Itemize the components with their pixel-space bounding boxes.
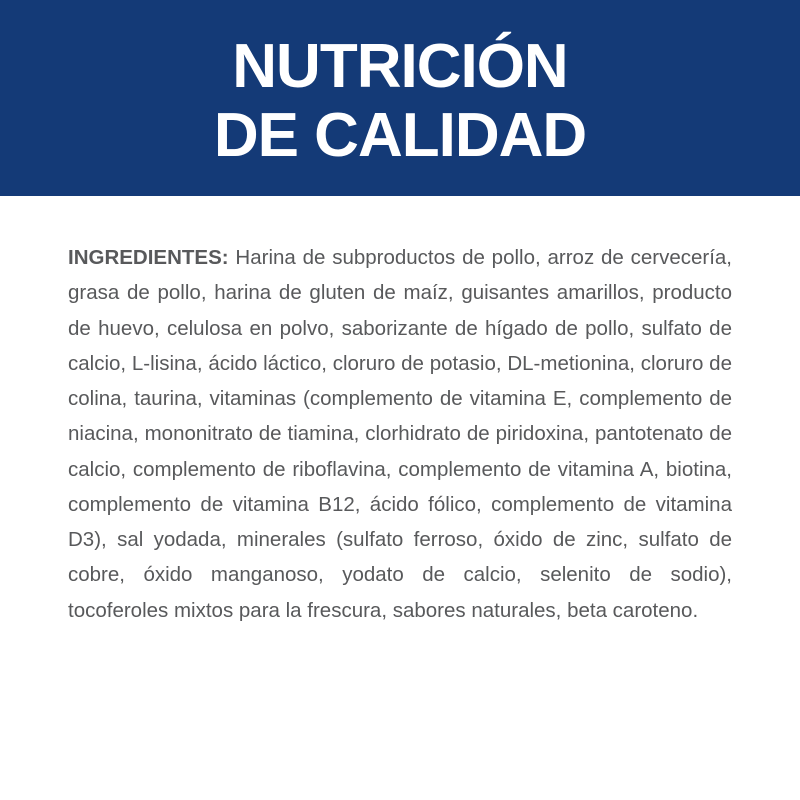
banner-title-line-1: NUTRICIÓN xyxy=(232,31,568,101)
content-area xyxy=(0,196,800,628)
ingredients-paragraph xyxy=(68,240,732,628)
ingredients-text: Harina de subproductos de pollo, arroz de cervecería, grasa de pollo, harina de gluten de maíz, guisantes amarillos, producto de huevo, celulosa en polvo, saborizante de hígado de pollo, sulfato de calcio, L-lisina, ácido láctico, cloruro de potasio, DL-metionina, cloruro de colina, taurina, vitaminas (complemento de vitamina E, complemento de niacina, mononitrato de tiamina, clorhidrato de piridoxina, pantotenato de calcio, complemento de riboflavina, complemento de vitamina A, biotina, complemento de vitamina B12, ácido fólico, complemento de vitamina D3), sal yodada, minerales (sulfato ferroso, óxido de zinc, sulfato de cobre, óxido manganoso, yodato de calcio, selenito de sodio), tocoferoles mixtos para la frescura, sabores naturales, beta caroteno. xyxy=(68,246,732,622)
ingredients-label: INGREDIENTES: xyxy=(68,246,229,269)
header-banner xyxy=(0,0,800,196)
banner-title-line-2: DE CALIDAD xyxy=(213,101,587,170)
